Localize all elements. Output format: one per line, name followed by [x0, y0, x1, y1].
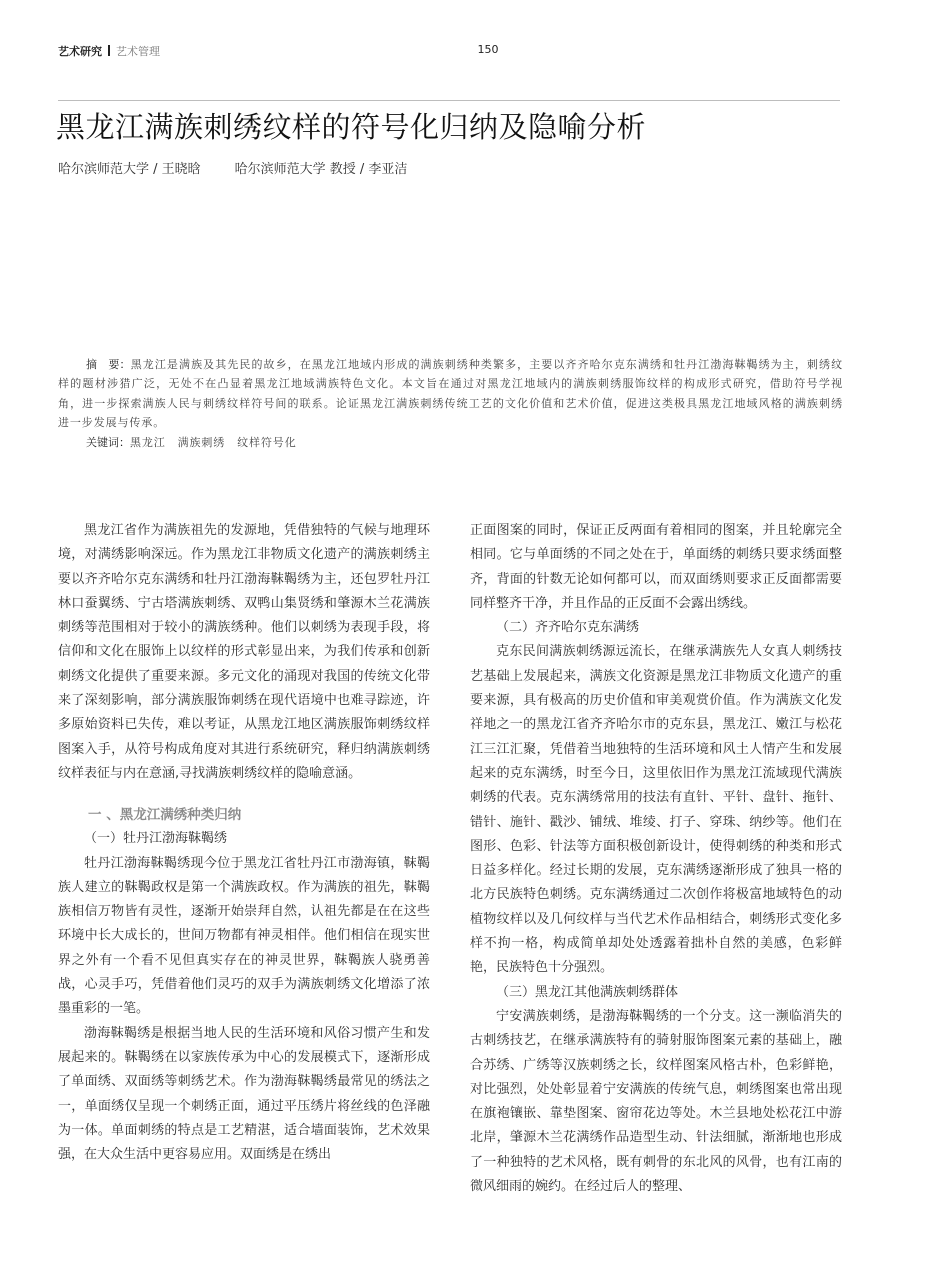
keywords-line [58, 433, 843, 452]
author-line [58, 158, 407, 177]
journal-section [58, 43, 160, 59]
author-1: 哈尔滨师范大学 / 王晓晗 [58, 162, 201, 177]
section-1-heading: 一 、黑龙江满绣种类归纳 [88, 807, 242, 824]
keywords-text: 黑龙江 满族刺绣 纹样符号化 [130, 435, 297, 449]
subsection-1-paragraph-2: 渤海靺鞨绣是根据当地人民的生活环境和风俗习惯产生和发展起来的。靺鞨绣在以家族传承为中心的发展模式下，逐渐形成了单面绣、双面绣等刺绣艺术。作为渤海靺鞨绣最常见的绣法之一，单面绣仅呈现一个刺绣正面，通过平压绣片将丝线的色泽融为一体。单面刺绣的特点是工艺精湛，适合墙面装饰，艺术效果强，在大众生活中更容易应用。双面绣是在绣出 [58, 1025, 430, 1163]
intro-paragraph: 黑龙江省作为满族祖先的发源地，凭借独特的气候与地理环境，对满绣影响深远。作为黑龙江非物质文化遗产的满族刺绣主要以齐齐哈尔克东满绣和牡丹江渤海靺鞨绣为主，还包罗牡丹江林口蚕翼绣、宁古塔满族刺绣、双鸭山集贤绣和肇源木兰花满族刺绣等范围相对于较小的满族绣种。他们以刺绣为表现手段，将信仰和文化在服饰上以纹样的形式彰显出来，为我们传承和创新刺绣文化提供了重要来源。多元文化的涌现对我国的传统文化带来了深刻影响，部分满族服饰刺绣在现代语境中也难寻踪迹，许多原始资料已失传，难以考证，从黑龙江地区满族服饰刺绣纹样图案入手，从符号构成角度对其进行系统研究，释归纳满族刺绣纹样表征与内在意涵,寻找满族刺绣纹样的隐喻意涵。 [58, 523, 430, 781]
abstract-block [58, 355, 843, 452]
right-column [470, 519, 842, 1199]
page-number: 150 [477, 43, 499, 56]
header-divider [108, 45, 110, 56]
running-header [58, 43, 840, 63]
subsection-2-paragraph: 克东民间满族刺绣源远流长，在继承满族先人女真人刺绣技艺基础上发展起来，满族文化资源是黑龙江非物质文化遗产的重要来源，具有极高的历史价值和审美观赏价值。作为满族文化发祥地之一的黑龙江省齐齐哈尔市的克东县，黑龙江、嫩江与松花江三江汇聚，凭借着当地独特的生活环境和风土人情产生和发展起来的克东满绣，时至今日，这里依旧作为黑龙江流域现代满族刺绣的代表。克东满绣常用的技法有直针、平针、盘针、拖针、错针、施针、戳沙、铺绒、堆绫、打子、穿珠、纳纱等。他们在图形、色彩、针法等方面积极创新设计，使得刺绣的种类和形式日益多样化。经过长期的发展，克东满绣逐渐形成了独具一格的北方民族特色刺绣。克东满绣通过二次创作将极富地域特色的动植物纹样以及几何纹样与当代艺术作品相结合，刺绣形式变化多样不拘一格，构成简单却处处透露着拙朴自然的美感，色彩鲜艳，民族特色十分强烈。 [470, 644, 842, 976]
subsection-1-paragraph-2-continued: 正面图案的同时，保证正反两面有着相同的图案，并且轮廓完全相同。它与单面绣的不同之处在于，单面绣的刺绣只要求绣面整齐，背面的针数无论如何都可以，而双面绣则要求正反面都需要同样整齐干净，并且作品的正反面不会露出绣线。 [470, 523, 842, 611]
subsection-1-paragraph-1: 牡丹江渤海靺鞨绣现今位于黑龙江省牡丹江市渤海镇，靺鞨族人建立的靺鞨政权是第一个满族政权。作为满族的祖先，靺鞨族相信万物皆有灵性，逐渐开始崇拜自然，认祖先都是在在这些环境中长大成长的，世间万物都有神灵相伴。他们相信在现实世界之外有一个看不见但真实存在的神灵世界，靺鞨族人骁勇善战，心灵手巧，凭借着他们灵巧的双手为满族刺绣文化增添了浓墨重彩的一笔。 [58, 855, 430, 1017]
author-2: 哈尔滨师范大学 教授 / 李亚洁 [234, 162, 408, 177]
journal-name: 艺术研究 [58, 45, 102, 58]
abstract-text: 黑龙江是满族及其先民的故乡，在黑龙江地域内形成的满族刺绣种类繁多，主要以齐齐哈尔克东满绣和牡丹江渤海靺鞨绣为主，刺绣纹样的题材涉猎广泛，无处不在凸显着黑龙江地域满族特色文化。本文旨在通过对黑龙江地域内的满族刺绣服饰纹样的构成形式研究，借助符号学视角，进一步探索满族人民与刺绣纹样符号间的联系。论证黑龙江满族刺绣传统工艺的文化价值和艺术价值，促进这类极具黑龙江地域风格的满族刺绣进一步发展与传承。 [58, 358, 843, 430]
abstract-paragraph [58, 355, 843, 433]
article-title: 黑龙江满族刺绣纹样的符号化归纳及隐喻分析 [56, 110, 647, 144]
keywords-label: 关键词： [86, 435, 130, 449]
column-name: 艺术管理 [116, 45, 160, 58]
abstract-label: 摘 要： [86, 358, 131, 371]
subsection-3-heading: （三）黑龙江其他满族刺绣群体 [496, 984, 679, 1000]
subsection-3-paragraph: 宁安满族刺绣，是渤海靺鞨绣的一个分支。这一濒临消失的古刺绣技艺，在继承满族特有的骑射服饰图案元素的基础上，融合苏绣、广绣等汉族刺绣之长，纹样图案风格古朴，色彩鲜艳，对比强烈，处处彰显着宁安满族的传统气息，刺绣图案也常出现在旗袍镶嵌、靠垫图案、窗帘花边等处。木兰县地处松花江中游北岸，肇源木兰花满绣作品造型生动、针法细腻，渐渐地也形成了一种独特的艺术风格，既有刺骨的东北风的风骨，也有江南的微风细雨的婉约。在经过后人的整理、 [470, 1008, 842, 1195]
subsection-2-heading: （二）齐齐哈尔克东满绣 [496, 620, 640, 636]
left-column [58, 519, 430, 1167]
header-rule [58, 100, 840, 101]
subsection-1-heading: （一）牡丹江渤海靺鞨绣 [84, 831, 228, 847]
